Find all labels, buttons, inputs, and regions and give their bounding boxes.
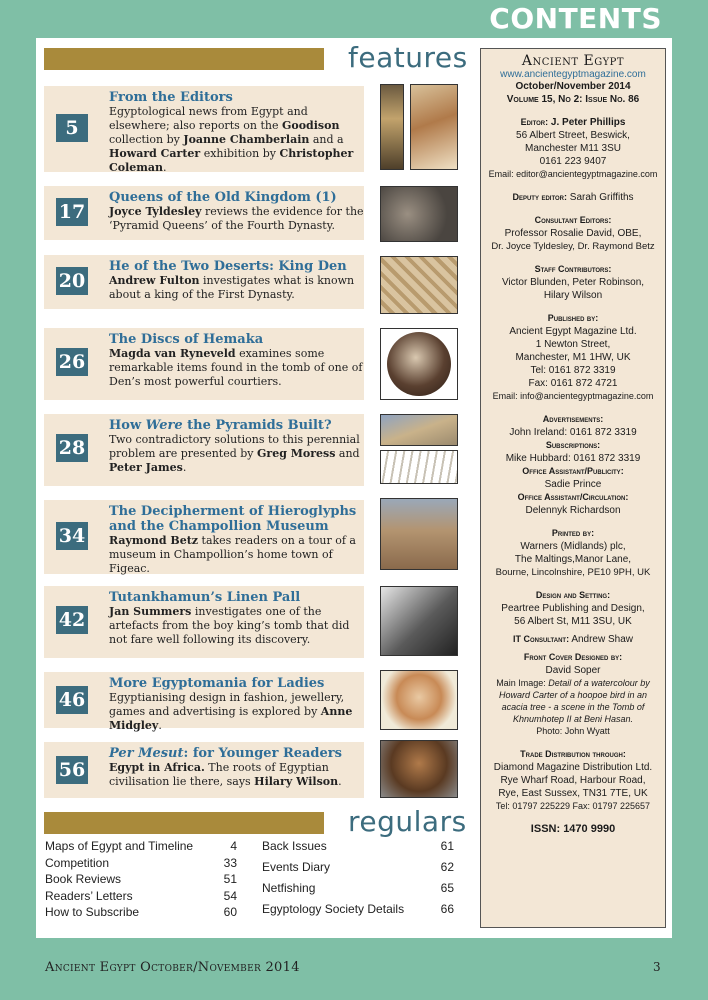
feature-title: More Egyptomania for Ladies bbox=[109, 676, 325, 691]
page-number: 20 bbox=[56, 267, 88, 295]
trade-line: Diamond Magazine Distribution Ltd. bbox=[493, 762, 653, 773]
regular-item[interactable]: Book Reviews 51 bbox=[45, 872, 237, 886]
feature-title: The Decipherment of Hieroglyphs and the Champollion Museum bbox=[109, 504, 357, 534]
regular-item[interactable]: How to Subscribe 60 bbox=[45, 905, 237, 919]
publisher-line: 1 Newton Street, bbox=[535, 339, 611, 350]
feature-title: How Were the Pyramids Built? bbox=[109, 418, 332, 433]
publisher-line: Ancient Egypt Magazine Ltd. bbox=[509, 326, 637, 337]
statuette-image bbox=[380, 84, 404, 170]
regulars-bar bbox=[44, 812, 324, 834]
circulation-line: Delennyk Richardson bbox=[525, 505, 621, 516]
trade-line: Rye, East Sussex, TN31 7TE, UK bbox=[498, 788, 648, 799]
feature-description: Jan Summers investigates one of the artefacts from the boy king’s tomb that did not fare well following its discovery. bbox=[109, 605, 350, 646]
regular-item[interactable]: Netfishing 65 bbox=[262, 881, 454, 895]
feature-from-the-editors[interactable] bbox=[44, 86, 364, 172]
ads-line: John Ireland: 0161 872 3319 bbox=[509, 427, 637, 438]
page-number: 28 bbox=[56, 434, 88, 462]
publisher-line: Manchester, M1 1HW, UK bbox=[515, 352, 631, 363]
trade-heading: Trade Distribution through: bbox=[520, 749, 626, 759]
editor-line: Editor: J. Peter Phillips bbox=[520, 117, 626, 128]
feature-decipherment-hieroglyphs[interactable] bbox=[44, 500, 364, 574]
printed-heading: Printed by: bbox=[551, 528, 595, 538]
feature-title: The Discs of Hemaka bbox=[109, 332, 264, 347]
pyramid-image bbox=[380, 414, 458, 446]
page-number: 5 bbox=[56, 114, 88, 142]
photo-credit: Photo: John Wyatt bbox=[536, 726, 610, 736]
publicity-line: Sadie Prince bbox=[544, 479, 602, 490]
contents-page bbox=[36, 38, 672, 938]
feature-queens-old-kingdom[interactable] bbox=[44, 186, 364, 240]
feature-title: Queens of the Old Kingdom (1) bbox=[109, 190, 337, 205]
deputy-editor: Deputy editor: Sarah Griffiths bbox=[512, 192, 634, 203]
regulars-list-right bbox=[262, 839, 454, 923]
feature-egyptomania[interactable] bbox=[44, 672, 364, 732]
feature-discs-of-hemaka[interactable] bbox=[44, 328, 364, 400]
feature-king-den[interactable] bbox=[44, 255, 364, 309]
feature-description: Raymond Betz takes readers on a tour of a museum in Champollion’s home town of Figeac. bbox=[109, 534, 356, 575]
regular-item[interactable]: Competition 33 bbox=[45, 855, 237, 870]
editor-address: Manchester M11 3SU bbox=[525, 143, 621, 154]
issue-date: October/November 2014 bbox=[515, 81, 631, 92]
publisher-email[interactable]: Email: info@ancientegyptmagazine.com bbox=[492, 391, 654, 401]
footer-page-number: 3 bbox=[653, 960, 661, 974]
disc-image bbox=[380, 328, 458, 400]
feature-linen-pall[interactable] bbox=[44, 586, 364, 658]
cover-heading: Front Cover Designed by: bbox=[523, 652, 623, 662]
feature-title: He of the Two Deserts: King Den bbox=[109, 259, 347, 274]
consultant-line: Professor Rosalie David, OBE, bbox=[504, 228, 642, 239]
features-bar bbox=[44, 48, 324, 70]
feature-description: Egyptianising design in fashion, jewellery, games and advertising is explored by Anne Midgley. bbox=[109, 691, 353, 732]
magazine-name: Ancient Egypt bbox=[521, 53, 625, 69]
regular-item[interactable]: Maps of Egypt and Timeline 4 bbox=[45, 839, 237, 853]
printer-line: Warners (Midlands) plc, bbox=[520, 541, 626, 552]
linen-pall-image bbox=[380, 586, 458, 656]
ivory-label-image bbox=[380, 256, 458, 314]
staff-line: Victor Blunden, Peter Robinson, bbox=[501, 277, 645, 288]
subs-heading: Subscriptions: bbox=[545, 440, 601, 450]
published-heading: Published by: bbox=[547, 313, 599, 323]
masthead-sidebar bbox=[480, 48, 666, 928]
tomb-painting-image bbox=[410, 84, 458, 170]
ads-heading: Advertisements: bbox=[542, 414, 604, 424]
page-number: 46 bbox=[56, 686, 88, 714]
regular-item[interactable]: Back Issues 61 bbox=[262, 839, 454, 853]
feature-pyramids-built[interactable] bbox=[44, 414, 364, 486]
editor-phone: 0161 223 9407 bbox=[539, 156, 607, 167]
publicity-heading: Office Assistant/Publicity: bbox=[522, 466, 624, 476]
website-link[interactable]: www.ancientegyptmagazine.com bbox=[500, 69, 646, 80]
staff-heading: Staff Contributors: bbox=[534, 264, 612, 274]
page-number: 42 bbox=[56, 606, 88, 634]
feature-title: Tutankhamun’s Linen Pall bbox=[109, 590, 301, 605]
regular-item[interactable]: Events Diary 62 bbox=[262, 860, 454, 874]
page-number: 34 bbox=[56, 522, 88, 550]
design-line: Peartree Publishing and Design, bbox=[501, 603, 645, 614]
publisher-line: Tel: 0161 872 3319 bbox=[530, 365, 616, 376]
feature-description: Egypt in Africa. The roots of Egyptian civilisation lie there, says Hilary Wilson. bbox=[109, 761, 342, 788]
feature-description: Magda van Ryneveld examines some remarkable items found in the tomb of one of Den’s most powerful courtiers. bbox=[109, 347, 363, 388]
cover-designer: David Soper bbox=[545, 665, 601, 676]
feature-description: Two contradictory solutions to this perennial problem are presented by Greg Moress and Peter James. bbox=[109, 433, 360, 474]
circulation-heading: Office Assistant/Circulation: bbox=[517, 492, 629, 502]
volume-info: Volume 15, No 2: Issue No. 86 bbox=[506, 94, 640, 105]
regular-item[interactable]: Readers’ Letters 54 bbox=[45, 888, 237, 903]
printer-line: The Maltings,Manor Lane, bbox=[514, 554, 632, 565]
queens-statue-image bbox=[380, 186, 458, 242]
statue-head-image bbox=[380, 740, 458, 798]
it-consultant: IT Consultant: Andrew Shaw bbox=[512, 634, 634, 645]
footer-magazine: Ancient Egypt October/November 2014 bbox=[45, 960, 300, 975]
regulars-list-left bbox=[45, 839, 237, 922]
regular-item[interactable]: Egyptology Society Details 66 bbox=[262, 902, 454, 916]
issn: ISSN: 1470 9990 bbox=[530, 823, 616, 835]
feature-description: Joyce Tyldesley reviews the evidence for the ‘Pyramid Queens’ of the Fourth Dynasty. bbox=[109, 205, 364, 232]
subs-line: Mike Hubbard: 0161 872 3319 bbox=[505, 453, 641, 464]
regulars-heading: regulars bbox=[348, 805, 467, 838]
staff-line: Hilary Wilson bbox=[543, 290, 603, 301]
printer-line: Bourne, Lincolnshire, PE10 9PH, UK bbox=[495, 567, 651, 578]
pyramid-diagram-image bbox=[380, 450, 458, 484]
feature-description: Egyptological news from Egypt and elsewhere; also reports on the Goodison collection by Joanne Chamberlain and a Howard Carter exhibition by Christopher Coleman. bbox=[109, 105, 354, 174]
design-line: 56 Albert St, M11 3SU, UK bbox=[514, 616, 632, 627]
page-number: 26 bbox=[56, 348, 88, 376]
design-heading: Design and Setting: bbox=[535, 590, 611, 600]
egyptomania-image bbox=[380, 670, 458, 730]
consultant-line: Dr. Joyce Tyldesley, Dr. Raymond Betz bbox=[491, 241, 655, 252]
trade-line: Tel: 01797 225229 Fax: 01797 225657 bbox=[495, 801, 651, 811]
main-image-caption: Main Image: Detail of a watercolour by Howard Carter of a hoopoe bird in an acacia tree - a scene in the Tomb of Khnumhotep II at Beni Hasan. bbox=[496, 678, 650, 724]
trade-line: Rye Wharf Road, Harbour Road, bbox=[500, 775, 646, 786]
page-number: 56 bbox=[56, 756, 88, 784]
page-title: CONTENTS bbox=[489, 2, 662, 35]
publisher-line: Fax: 0161 872 4721 bbox=[528, 378, 618, 389]
consultant-heading: Consultant Editors: bbox=[534, 215, 612, 225]
editor-address: 56 Albert Street, Beswick, bbox=[516, 130, 630, 141]
feature-per-mesut[interactable] bbox=[44, 742, 364, 798]
features-heading: features bbox=[348, 41, 468, 74]
feature-title: From the Editors bbox=[109, 90, 233, 105]
feature-description: Andrew Fulton investigates what is known about a king of the First Dynasty. bbox=[109, 274, 355, 301]
disc-icon bbox=[387, 332, 451, 396]
museum-image bbox=[380, 498, 458, 570]
page-number: 17 bbox=[56, 198, 88, 226]
editor-email[interactable]: Email: editor@ancientegyptmagazine.com bbox=[488, 169, 658, 179]
feature-title: Per Mesut: for Younger Readers bbox=[109, 746, 342, 761]
